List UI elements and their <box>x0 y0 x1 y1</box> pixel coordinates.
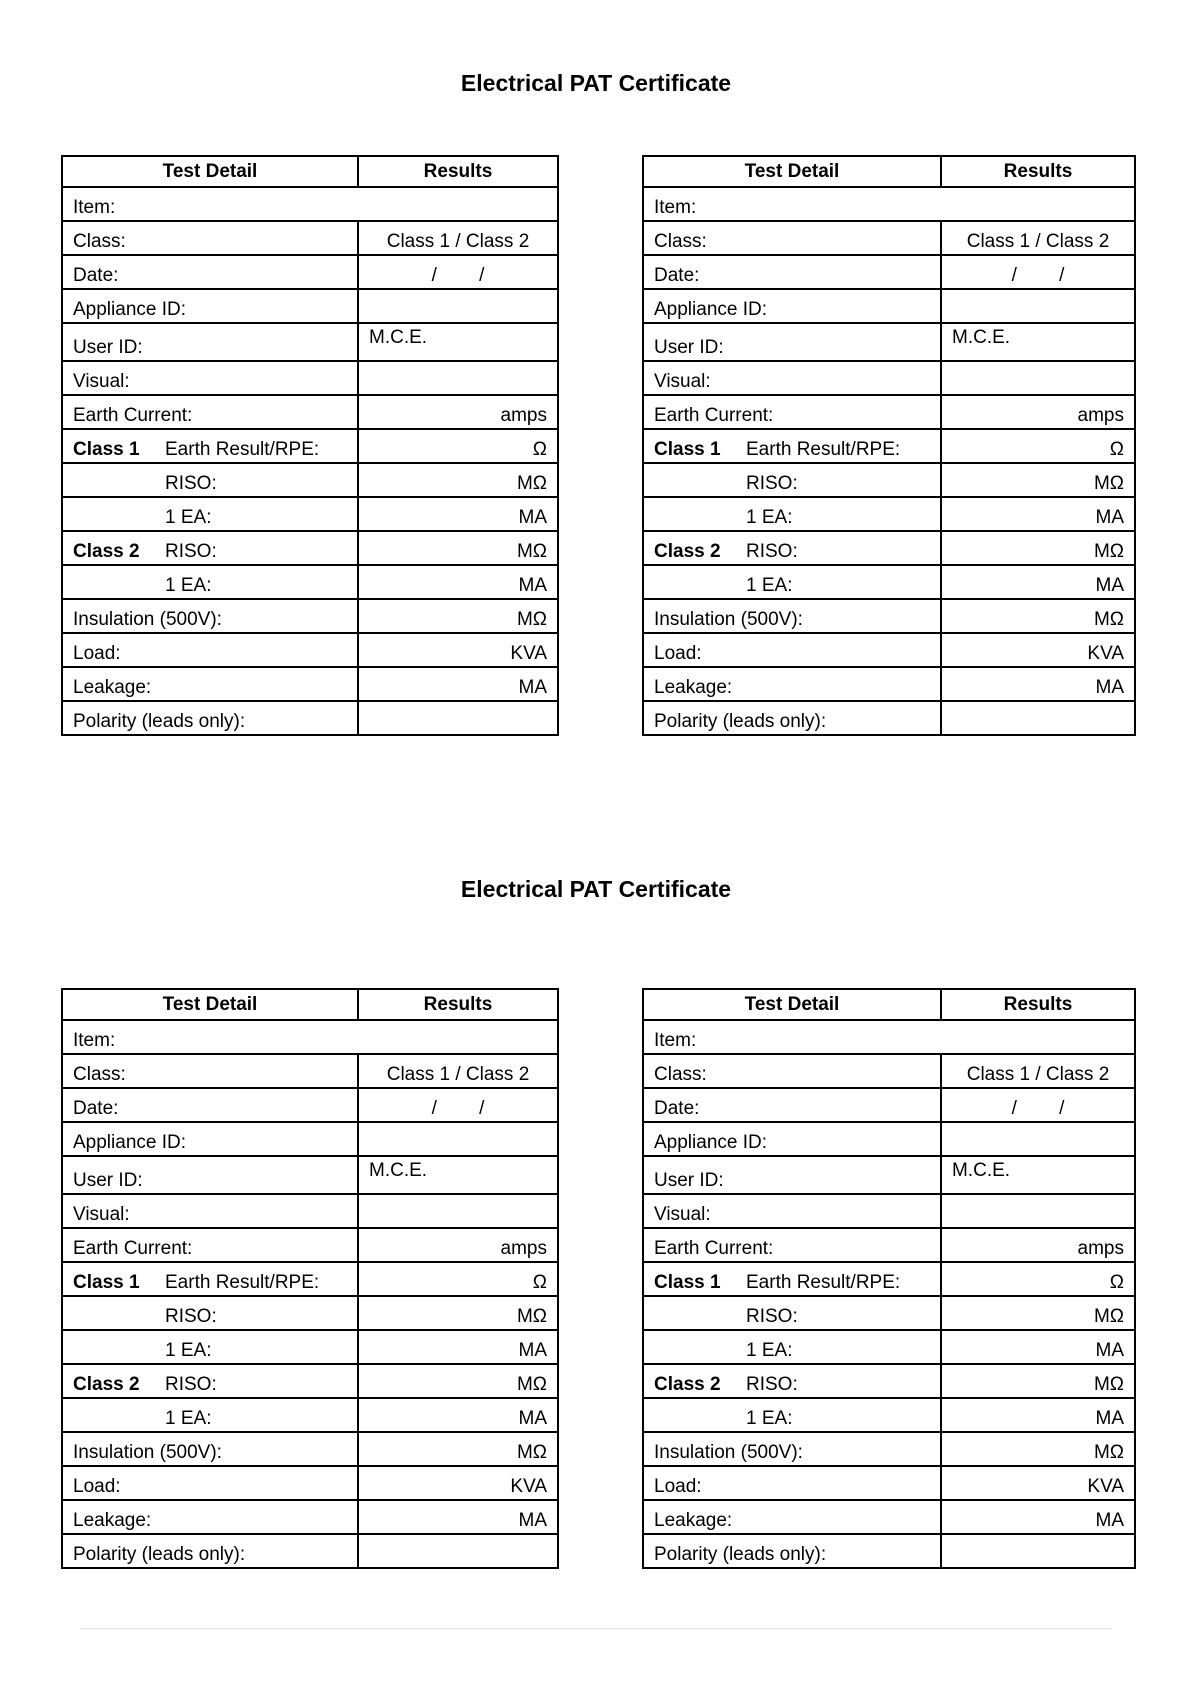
earth-current-result[interactable]: amps <box>941 1228 1135 1262</box>
polarity-value[interactable] <box>358 1534 558 1568</box>
pat-certificate-table-certificate-1 <box>61 155 559 736</box>
row-visual <box>643 1194 1135 1228</box>
row-polarity <box>643 1534 1135 1568</box>
riso-label: RISO: <box>165 473 217 494</box>
row-user-id <box>62 1156 558 1194</box>
header-test-detail: Test Detail <box>643 156 941 187</box>
row-appliance-id <box>62 1122 558 1156</box>
row-user-id <box>643 1156 1135 1194</box>
date-label: Date: <box>62 255 358 289</box>
row-visual <box>62 361 558 395</box>
pat-certificate-table-certificate-4 <box>642 988 1136 1569</box>
insulation-value[interactable]: MΩ <box>941 1432 1135 1466</box>
insulation-label: Insulation (500V): <box>643 1432 941 1466</box>
class-result[interactable]: Class 1 / Class 2 <box>358 1054 558 1088</box>
class1-ea-value[interactable]: MA <box>358 1330 558 1364</box>
row-date <box>62 1088 558 1122</box>
leakage-label: Leakage: <box>643 1500 941 1534</box>
appliance-id-result[interactable] <box>358 289 558 323</box>
class2-ea-value[interactable]: MA <box>941 565 1135 599</box>
row-class1-riso <box>643 463 1135 497</box>
leakage-label: Leakage: <box>62 1500 358 1534</box>
row-class1-earth-result <box>643 429 1135 463</box>
load-label: Load: <box>643 633 941 667</box>
appliance-id-result[interactable] <box>941 1122 1135 1156</box>
visual-result[interactable] <box>941 361 1135 395</box>
polarity-label: Polarity (leads only): <box>62 1534 358 1568</box>
class2-riso-value[interactable]: MΩ <box>358 531 558 565</box>
load-value[interactable]: KVA <box>358 1466 558 1500</box>
earth-current-label: Earth Current: <box>62 1228 358 1262</box>
user-id-label: User ID: <box>643 1156 941 1194</box>
class1-earth-result-value[interactable]: Ω <box>941 1262 1135 1296</box>
class1-ea-label <box>62 1330 358 1364</box>
visual-result[interactable] <box>358 361 558 395</box>
row-class2-riso <box>643 1364 1135 1398</box>
class2-tag: Class 2 <box>654 541 721 562</box>
class2-tag: Class 2 <box>654 1374 721 1395</box>
class2-tag: Class 2 <box>73 541 140 562</box>
class-label: Class: <box>643 221 941 255</box>
class2-riso-label <box>62 531 358 565</box>
appliance-id-label: Appliance ID: <box>643 289 941 323</box>
row-insulation <box>643 599 1135 633</box>
header-results: Results <box>358 989 558 1020</box>
date-result[interactable]: / / <box>941 1088 1135 1122</box>
row-polarity <box>62 1534 558 1568</box>
riso-label: RISO: <box>165 541 217 562</box>
row-earth-current <box>62 395 558 429</box>
ea-label: 1 EA: <box>165 507 212 528</box>
ea-label: 1 EA: <box>165 575 212 596</box>
class-result[interactable]: Class 1 / Class 2 <box>941 221 1135 255</box>
insulation-label: Insulation (500V): <box>643 599 941 633</box>
class-result[interactable]: Class 1 / Class 2 <box>941 1054 1135 1088</box>
date-result[interactable]: / / <box>941 255 1135 289</box>
row-class1-earth-result <box>62 429 558 463</box>
row-insulation <box>62 599 558 633</box>
user-id-result[interactable]: M.C.E. <box>941 1156 1135 1194</box>
class1-riso-label <box>643 1296 941 1330</box>
row-item <box>643 187 1135 221</box>
class1-ea-value[interactable]: MA <box>941 497 1135 531</box>
date-result[interactable]: / / <box>358 1088 558 1122</box>
row-class1-ea <box>62 497 558 531</box>
insulation-value[interactable]: MΩ <box>358 1432 558 1466</box>
row-leakage <box>62 667 558 701</box>
leakage-value[interactable]: MA <box>358 1500 558 1534</box>
class1-ea-value[interactable]: MA <box>358 497 558 531</box>
row-date <box>62 255 558 289</box>
row-leakage <box>62 1500 558 1534</box>
row-item <box>643 1020 1135 1054</box>
class1-riso-label <box>62 463 358 497</box>
class2-riso-value[interactable]: MΩ <box>358 1364 558 1398</box>
row-appliance-id <box>643 1122 1135 1156</box>
class1-earth-result-value[interactable]: Ω <box>358 1262 558 1296</box>
visual-label: Visual: <box>62 1194 358 1228</box>
item-label: Item: <box>654 197 697 218</box>
riso-label: RISO: <box>746 1306 798 1327</box>
row-leakage <box>643 667 1135 701</box>
row-class2-ea <box>643 1398 1135 1432</box>
header-test-detail: Test Detail <box>62 156 358 187</box>
class1-ea-value[interactable]: MA <box>941 1330 1135 1364</box>
polarity-label: Polarity (leads only): <box>643 1534 941 1568</box>
ea-label: 1 EA: <box>746 1340 793 1361</box>
row-item <box>62 1020 558 1054</box>
earth-current-label: Earth Current: <box>643 1228 941 1262</box>
date-label: Date: <box>643 1088 941 1122</box>
item-label: Item: <box>654 1030 697 1051</box>
class1-ea-label <box>643 1330 941 1364</box>
class1-tag: Class 1 <box>73 1272 140 1293</box>
row-user-id <box>62 323 558 361</box>
riso-label: RISO: <box>165 1374 217 1395</box>
row-load <box>62 633 558 667</box>
header-row <box>62 989 558 1020</box>
appliance-id-result[interactable] <box>941 289 1135 323</box>
row-class1-earth-result <box>643 1262 1135 1296</box>
ea-label: 1 EA: <box>165 1408 212 1429</box>
page-title-top: Electrical PAT Certificate <box>460 70 732 96</box>
class1-riso-value[interactable]: MΩ <box>941 1296 1135 1330</box>
row-leakage <box>643 1500 1135 1534</box>
earth-result-label: Earth Result/RPE: <box>746 1272 901 1293</box>
row-class <box>643 1054 1135 1088</box>
row-class2-riso <box>62 531 558 565</box>
user-id-result[interactable]: M.C.E. <box>941 323 1135 361</box>
user-id-label: User ID: <box>62 1156 358 1194</box>
polarity-label: Polarity (leads only): <box>643 701 941 735</box>
class1-earth-result-value[interactable]: Ω <box>358 429 558 463</box>
class-label: Class: <box>643 1054 941 1088</box>
appliance-id-label: Appliance ID: <box>62 1122 358 1156</box>
earth-result-label: Earth Result/RPE: <box>746 439 901 460</box>
load-value[interactable]: KVA <box>358 633 558 667</box>
ea-label: 1 EA: <box>165 1340 212 1361</box>
class1-tag: Class 1 <box>654 1272 721 1293</box>
header-row <box>643 156 1135 187</box>
class1-earth-result-value[interactable]: Ω <box>941 429 1135 463</box>
class2-ea-value[interactable]: MA <box>358 1398 558 1432</box>
row-class1-earth-result <box>62 1262 558 1296</box>
earth-result-label: Earth Result/RPE: <box>165 1272 320 1293</box>
class2-riso-value[interactable]: MΩ <box>941 1364 1135 1398</box>
user-id-result[interactable]: M.C.E. <box>358 1156 558 1194</box>
class2-riso-label <box>62 1364 358 1398</box>
visual-result[interactable] <box>941 1194 1135 1228</box>
earth-current-result[interactable]: amps <box>941 395 1135 429</box>
header-test-detail: Test Detail <box>62 989 358 1020</box>
class1-ea-label <box>643 497 941 531</box>
row-earth-current <box>643 1228 1135 1262</box>
row-load <box>643 633 1135 667</box>
row-appliance-id <box>62 289 558 323</box>
ea-label: 1 EA: <box>746 1408 793 1429</box>
class-label: Class: <box>62 1054 358 1088</box>
footer-divider <box>80 1628 1112 1629</box>
load-value[interactable]: KVA <box>941 1466 1135 1500</box>
class2-riso-value[interactable]: MΩ <box>941 531 1135 565</box>
class2-ea-label <box>643 565 941 599</box>
row-visual <box>643 361 1135 395</box>
visual-label: Visual: <box>62 361 358 395</box>
class1-riso-value[interactable]: MΩ <box>358 463 558 497</box>
item-label: Item: <box>73 1030 116 1051</box>
row-class1-ea <box>643 497 1135 531</box>
leakage-value[interactable]: MA <box>941 1500 1135 1534</box>
header-row <box>62 156 558 187</box>
date-result[interactable]: / / <box>358 255 558 289</box>
class2-ea-value[interactable]: MA <box>358 565 558 599</box>
header-results: Results <box>941 156 1135 187</box>
class1-earth-result-label <box>643 429 941 463</box>
row-date <box>643 255 1135 289</box>
pat-certificate-table-certificate-3 <box>61 988 559 1569</box>
row-class1-ea <box>643 1330 1135 1364</box>
row-load <box>62 1466 558 1500</box>
class1-tag: Class 1 <box>73 439 140 460</box>
class-result[interactable]: Class 1 / Class 2 <box>358 221 558 255</box>
insulation-value[interactable]: MΩ <box>941 599 1135 633</box>
load-label: Load: <box>643 1466 941 1500</box>
riso-label: RISO: <box>746 473 798 494</box>
row-class2-riso <box>62 1364 558 1398</box>
row-class <box>643 221 1135 255</box>
earth-current-result[interactable]: amps <box>358 395 558 429</box>
class2-riso-label <box>643 1364 941 1398</box>
date-label: Date: <box>62 1088 358 1122</box>
item-field[interactable] <box>62 187 558 221</box>
page-title-bottom: Electrical PAT Certificate <box>460 876 732 902</box>
class1-tag: Class 1 <box>654 439 721 460</box>
date-label: Date: <box>643 255 941 289</box>
item-label: Item: <box>73 197 116 218</box>
class1-earth-result-label <box>62 1262 358 1296</box>
riso-label: RISO: <box>746 541 798 562</box>
class1-ea-label <box>62 497 358 531</box>
earth-current-label: Earth Current: <box>643 395 941 429</box>
class2-ea-label <box>62 1398 358 1432</box>
row-item <box>62 187 558 221</box>
row-polarity <box>62 701 558 735</box>
polarity-value[interactable] <box>941 1534 1135 1568</box>
row-class2-ea <box>62 1398 558 1432</box>
leakage-label: Leakage: <box>62 667 358 701</box>
appliance-id-label: Appliance ID: <box>62 289 358 323</box>
class2-ea-value[interactable]: MA <box>941 1398 1135 1432</box>
leakage-value[interactable]: MA <box>941 667 1135 701</box>
insulation-label: Insulation (500V): <box>62 599 358 633</box>
item-field[interactable] <box>643 187 1135 221</box>
item-field[interactable] <box>643 1020 1135 1054</box>
class2-ea-label <box>643 1398 941 1432</box>
row-insulation <box>62 1432 558 1466</box>
row-user-id <box>643 323 1135 361</box>
polarity-value[interactable] <box>941 701 1135 735</box>
row-date <box>643 1088 1135 1122</box>
insulation-label: Insulation (500V): <box>62 1432 358 1466</box>
class1-riso-label <box>643 463 941 497</box>
ea-label: 1 EA: <box>746 575 793 596</box>
class1-riso-value[interactable]: MΩ <box>358 1296 558 1330</box>
row-polarity <box>643 701 1135 735</box>
load-label: Load: <box>62 633 358 667</box>
appliance-id-label: Appliance ID: <box>643 1122 941 1156</box>
polarity-label: Polarity (leads only): <box>62 701 358 735</box>
appliance-id-result[interactable] <box>358 1122 558 1156</box>
row-appliance-id <box>643 289 1135 323</box>
class1-riso-value[interactable]: MΩ <box>941 463 1135 497</box>
leakage-label: Leakage: <box>643 667 941 701</box>
visual-label: Visual: <box>643 361 941 395</box>
row-class <box>62 1054 558 1088</box>
class2-riso-label <box>643 531 941 565</box>
row-earth-current <box>643 395 1135 429</box>
class1-earth-result-label <box>62 429 358 463</box>
row-visual <box>62 1194 558 1228</box>
earth-current-label: Earth Current: <box>62 395 358 429</box>
class1-riso-label <box>62 1296 358 1330</box>
row-class2-ea <box>62 565 558 599</box>
class2-tag: Class 2 <box>73 1374 140 1395</box>
header-results: Results <box>358 156 558 187</box>
row-class1-riso <box>62 463 558 497</box>
riso-label: RISO: <box>746 1374 798 1395</box>
user-id-label: User ID: <box>62 323 358 361</box>
pat-certificate-table-certificate-2 <box>642 155 1136 736</box>
leakage-value[interactable]: MA <box>358 667 558 701</box>
visual-result[interactable] <box>358 1194 558 1228</box>
row-class1-riso <box>643 1296 1135 1330</box>
row-class2-ea <box>643 565 1135 599</box>
header-results: Results <box>941 989 1135 1020</box>
row-class <box>62 221 558 255</box>
item-field[interactable] <box>62 1020 558 1054</box>
earth-result-label: Earth Result/RPE: <box>165 439 320 460</box>
row-class1-ea <box>62 1330 558 1364</box>
row-insulation <box>643 1432 1135 1466</box>
row-load <box>643 1466 1135 1500</box>
riso-label: RISO: <box>165 1306 217 1327</box>
insulation-value[interactable]: MΩ <box>358 599 558 633</box>
class-label: Class: <box>62 221 358 255</box>
load-label: Load: <box>62 1466 358 1500</box>
row-class2-riso <box>643 531 1135 565</box>
ea-label: 1 EA: <box>746 507 793 528</box>
load-value[interactable]: KVA <box>941 633 1135 667</box>
polarity-value[interactable] <box>358 701 558 735</box>
header-row <box>643 989 1135 1020</box>
header-test-detail: Test Detail <box>643 989 941 1020</box>
earth-current-result[interactable]: amps <box>358 1228 558 1262</box>
row-class1-riso <box>62 1296 558 1330</box>
user-id-label: User ID: <box>643 323 941 361</box>
row-earth-current <box>62 1228 558 1262</box>
class2-ea-label <box>62 565 358 599</box>
visual-label: Visual: <box>643 1194 941 1228</box>
class1-earth-result-label <box>643 1262 941 1296</box>
user-id-result[interactable]: M.C.E. <box>358 323 558 361</box>
